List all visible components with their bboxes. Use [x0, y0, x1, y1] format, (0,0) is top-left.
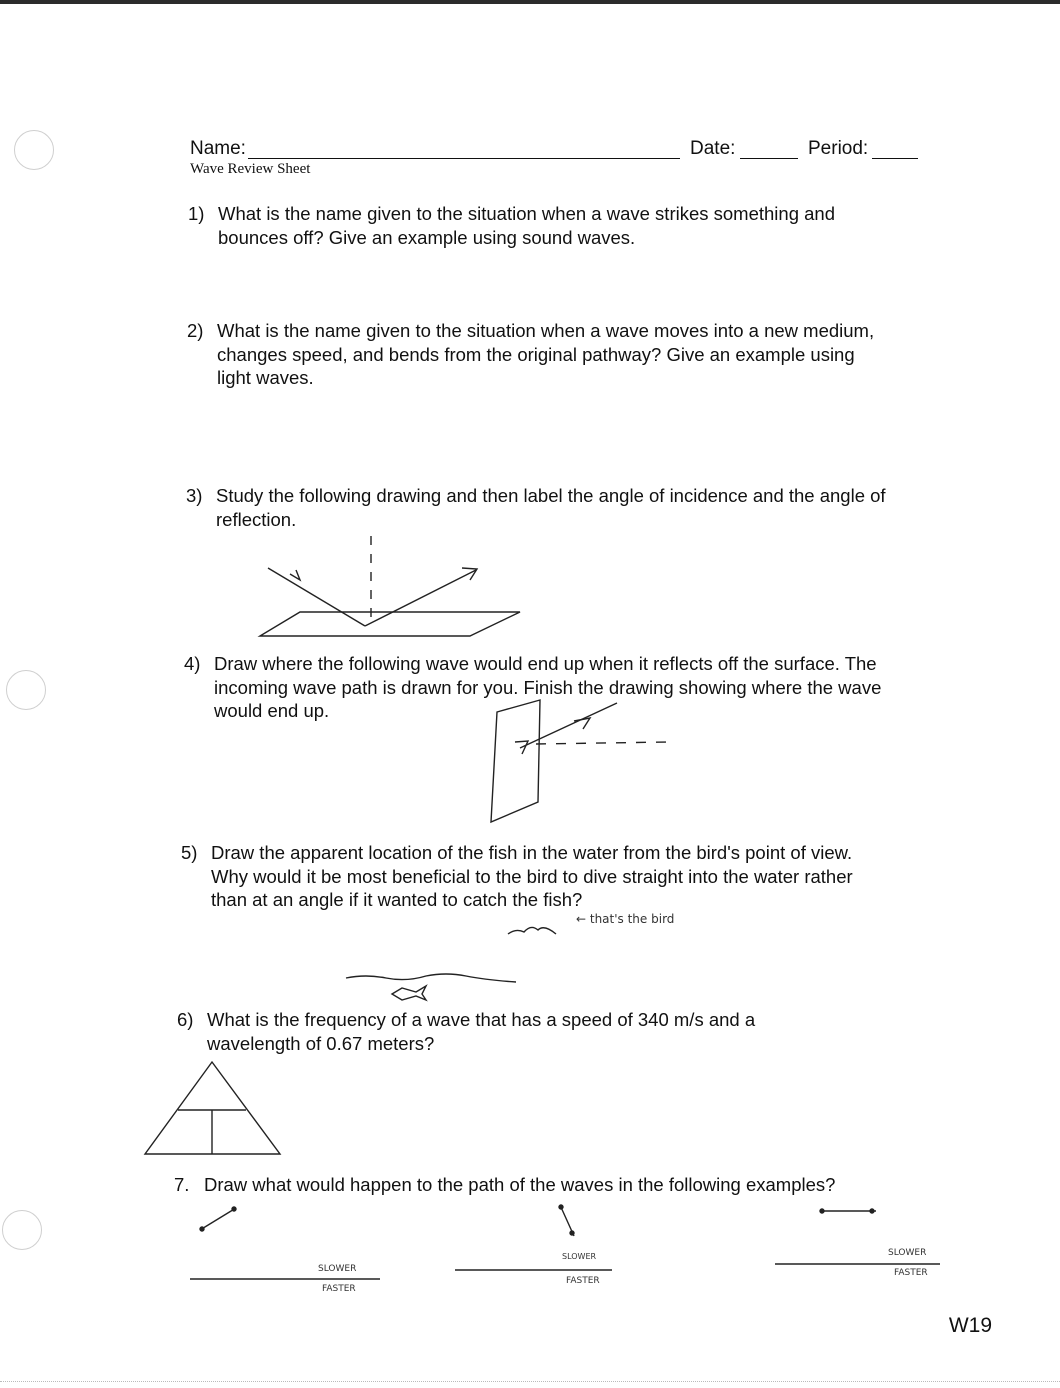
bird-water-diagram	[346, 927, 556, 1000]
mirror-surface	[491, 700, 540, 822]
date-label: Date:	[690, 138, 736, 159]
incoming-arrow-icon	[574, 718, 590, 729]
question-text: Draw what would happen to the path of the waves in the following examples?	[204, 1174, 836, 1195]
fish-icon	[392, 986, 426, 1000]
bird-note: ← that's the bird	[576, 912, 675, 926]
example-2-bottom-label: FASTER	[566, 1276, 600, 1286]
reflecting-surface	[260, 612, 520, 636]
example-1-bottom-label: FASTER	[322, 1284, 356, 1294]
question-text: Study the following drawing and then label the angle of incidence and the angle of reflection.	[216, 485, 886, 530]
question-text: Draw the apparent location of the fish in the water from the bird's point of view. Why would it be most beneficial to the bird to dive straight into the water rather than at an angle if it wanted to catch the fish?	[211, 842, 853, 910]
example-3-top-label: SLOWER	[888, 1248, 927, 1258]
ray-dot-icon	[200, 1227, 204, 1231]
reflected-ray	[365, 570, 476, 626]
bird-icon	[508, 927, 556, 934]
bottom-scan-edge	[0, 1381, 1060, 1382]
water-surface	[346, 974, 516, 982]
question-number: 1)	[188, 203, 205, 224]
question-text: What is the name given to the situation when a wave moves into a new medium, changes speed, and bends from the original pathway? Give an example using light waves.	[217, 320, 875, 388]
question-number: 7.	[174, 1174, 190, 1195]
example-2-top-label: SLOWER	[562, 1252, 597, 1261]
incident-ray	[268, 568, 365, 626]
question-number: 3)	[186, 485, 203, 506]
question-number: 2)	[187, 320, 204, 341]
page-code: W19	[948, 1314, 992, 1337]
reflection-diagram	[260, 536, 520, 636]
ray-dot-icon	[559, 1205, 563, 1209]
question-text: Draw where the following wave would end up when it reflects off the surface. The incoming wave path is drawn for you. Finish the drawing showing where the wave would end up.	[214, 653, 882, 721]
normal-dashed-line	[536, 742, 670, 744]
worksheet-subtitle: Wave Review Sheet	[190, 161, 311, 177]
question-number: 6)	[177, 1009, 194, 1030]
ray-dot-icon	[232, 1207, 236, 1211]
question-text: What is the name given to the situation when a wave strikes something and bounces off? Give an example using sound waves.	[218, 203, 836, 248]
ray-dot-icon	[820, 1209, 824, 1213]
ray-dot-icon	[570, 1231, 574, 1235]
mirror-diagram	[491, 700, 670, 822]
question-text: What is the frequency of a wave that has a speed of 340 m/s and a wavelength of 0.67 meters?	[207, 1009, 756, 1054]
frequency-triangle	[145, 1062, 280, 1154]
wave-ray-1	[200, 1208, 236, 1230]
name-label: Name:	[190, 138, 246, 159]
question-number: 4)	[184, 653, 201, 674]
example-1-top-label: SLOWER	[318, 1264, 357, 1274]
ray-dot-icon	[870, 1209, 874, 1213]
question-number: 5)	[181, 842, 198, 863]
period-label: Period:	[808, 138, 869, 159]
incident-arrow-icon	[290, 570, 300, 580]
example-3-bottom-label: FASTER	[894, 1268, 928, 1278]
incoming-wave-path	[520, 703, 617, 748]
